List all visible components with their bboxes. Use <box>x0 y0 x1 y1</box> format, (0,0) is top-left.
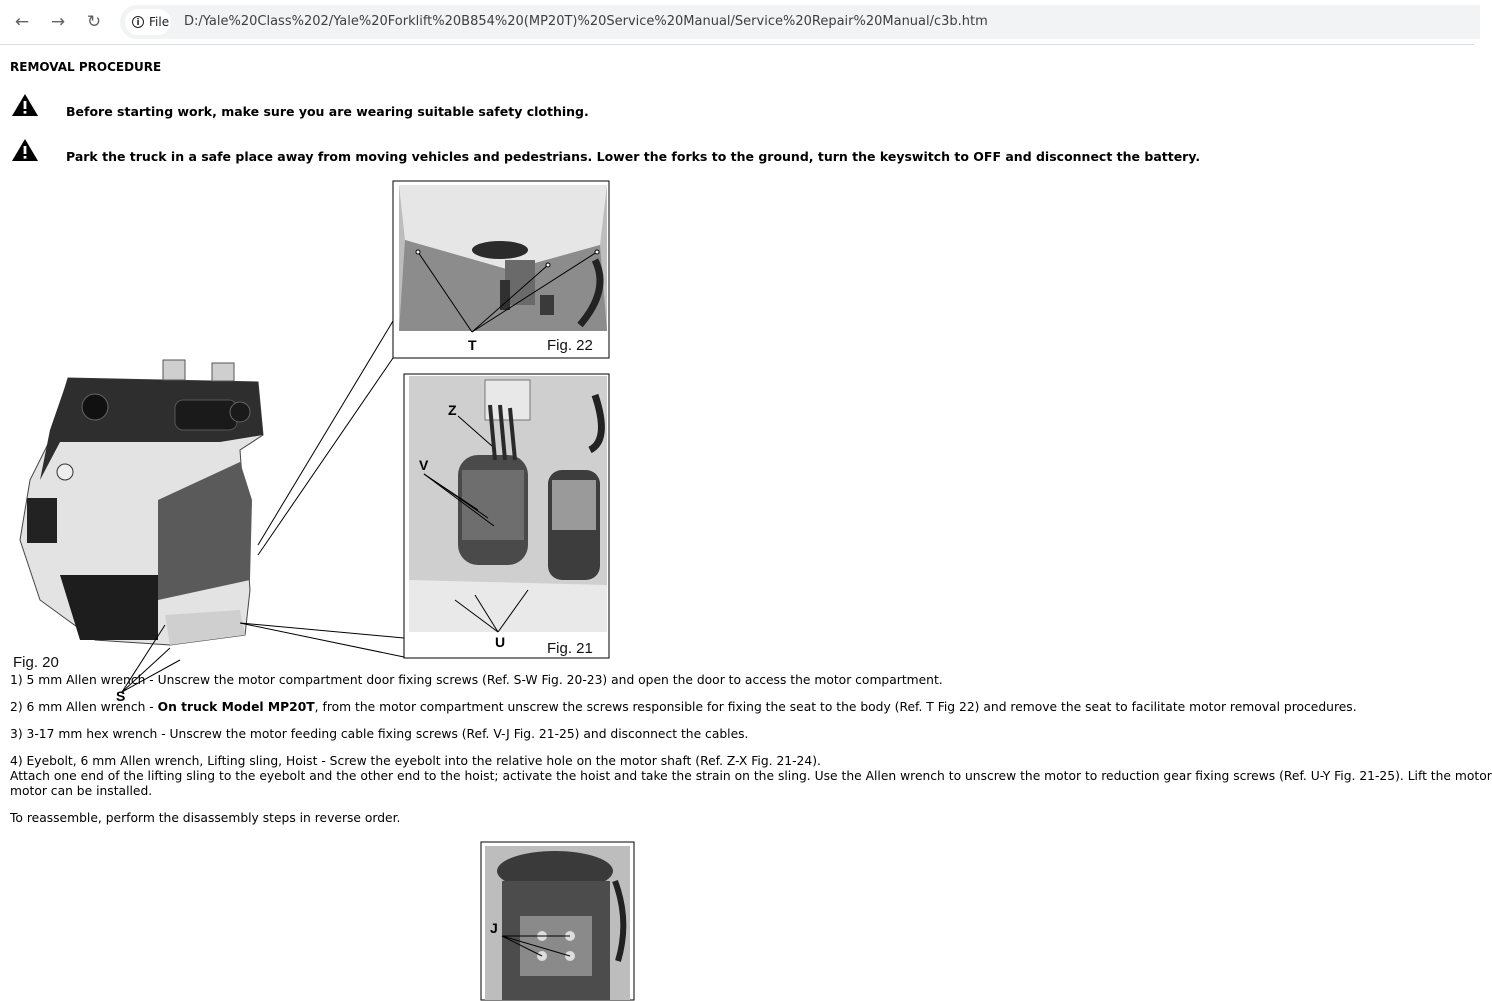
figure-22-caption: Fig. 22 <box>547 337 593 354</box>
step-2-rest: , from the motor compartment unscrew the screws responsible for fixing the seat to the body (Ref. T Fig 22) and remove the seat to facilitate motor removal procedures. <box>314 700 1357 714</box>
figure-21-caption: Fig. 21 <box>547 640 593 657</box>
leader-line-fig21 <box>240 623 404 657</box>
step-4-line-1: 4) Eyebolt, 6 mm Allen wrench, Lifting sling, Hoist - Screw the eyebolt into the relative hole on the motor shaft (Ref. Z-X Fig. 21-24). <box>10 754 821 768</box>
step-3: 3) 3-17 mm hex wrench - Unscrew the motor feeding cable fixing screws (Ref. V-J Fig. 21-25) and disconnect the cables. <box>10 727 749 741</box>
address-bar[interactable] <box>120 5 1480 39</box>
step-2 <box>10 700 1357 714</box>
step-2-prefix: 2) 6 mm Allen wrench - <box>10 700 158 714</box>
callout-t: T <box>468 337 477 353</box>
step-2-model: On truck Model MP20T <box>157 700 315 714</box>
figure-22-image <box>393 181 609 358</box>
warning-text-park-truck: Park the truck in a safe place away from moving vehicles and pedestrians. Lower the forks to the ground, turn the keyswitch to OFF and disconnect the battery. <box>66 149 1201 164</box>
callout-u: U <box>495 634 506 650</box>
callout-v: V <box>419 457 429 473</box>
figure-motor-j-image <box>480 841 636 1001</box>
warning-icon <box>11 138 39 162</box>
page-heading: REMOVAL PROCEDURE <box>10 60 162 74</box>
page-content <box>0 45 1492 996</box>
browser-toolbar <box>0 0 1474 45</box>
warning-text-clothing: Before starting work, make sure you are wearing suitable safety clothing. <box>66 104 589 119</box>
step-1: 1) 5 mm Allen wrench - Unscrew the motor compartment door fixing screws (Ref. S-W Fig. 20-23) and open the door to access the motor compartment. <box>10 673 943 687</box>
warning-icon <box>11 93 39 117</box>
reload-icon[interactable]: ↻ <box>86 12 102 32</box>
figure-20-image <box>13 360 263 704</box>
leader-line-fig22 <box>258 321 393 545</box>
site-info-label: File <box>149 15 170 29</box>
step-4-line-3: motor can be installed. <box>10 784 153 798</box>
reassemble-note: To reassemble, perform the disassembly steps in reverse order. <box>10 811 401 825</box>
callout-z: Z <box>448 402 457 418</box>
site-info-chip[interactable] <box>125 9 171 35</box>
leader-line-fig22 <box>258 358 393 555</box>
forward-arrow-icon[interactable]: → <box>50 12 66 32</box>
figure-20-caption: Fig. 20 <box>13 654 59 671</box>
info-icon: i <box>132 16 144 28</box>
callout-s: S <box>116 688 126 704</box>
step-4-line-2: Attach one end of the lifting sling to the eyebolt and the other end to the hoist; activate the hoist and take the strain on the sling. Use the Allen wrench to unscrew the motor to reduction gear fixing screws (Ref. U-Y Fig. 21-25). Lift the motor <box>10 769 1492 783</box>
url-text[interactable]: D:/Yale%20Class%202/Yale%20Forklift%20B854%20(MP20T)%20Service%20Manual/Service%20Repair%20Manual/c3b.htm <box>184 14 988 29</box>
figure-21-image <box>404 374 609 658</box>
callout-j: J <box>490 920 498 936</box>
leader-line-fig21 <box>240 623 404 638</box>
back-arrow-icon[interactable]: ← <box>14 12 30 32</box>
